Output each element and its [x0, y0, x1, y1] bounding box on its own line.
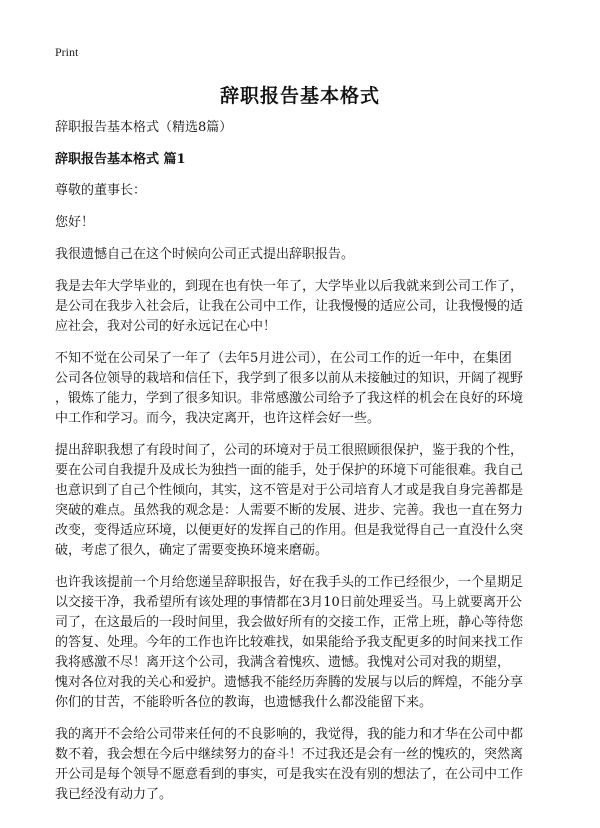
body-paragraph [55, 277, 547, 337]
document-subtitle: 辞职报告基本格式（精选8篇） [55, 120, 233, 135]
paragraph-line: 突破的难点。虽然我的观念是：人需要不断的发展、进步、完善。我也一直在努力 [55, 503, 524, 518]
body-paragraph [55, 725, 547, 805]
paragraph-line: 数不着，我会想在今后中继续努力的奋斗！不过我还是会有一丝的愧疚的，突然离 [55, 747, 524, 762]
body-paragraph [55, 245, 547, 265]
paragraph-line: 公司各位领导的栽培和信任下，我学到了很多以前从未接触过的知识，开阔了视野 [55, 371, 524, 386]
body-paragraph [55, 349, 547, 429]
paragraph-line: 改变，变得适应环境，以便更好的发挥自己的作用。但是我觉得自己一直没什么突 [55, 523, 524, 538]
print-label: Print [55, 45, 79, 59]
body-paragraph [55, 441, 547, 561]
paragraph-line: 要在公司自我提升及成长为独挡一面的能手，处于保护的环境下可能很难。我自己 [55, 463, 524, 478]
paragraph-line: 中工作和学习。而今，我决定离开，也许这样会好一些。 [55, 411, 381, 426]
document-body [55, 118, 547, 817]
paragraph-line: 的答复、处理。今年的工作也许比较难找，如果能给予我支配更多的时间来找工作 [55, 635, 524, 650]
paragraph-line: 也许我该提前一个月给您递呈辞职报告，好在我手头的工作已经很少，一个星期足 [55, 575, 524, 590]
paragraph-line: 破，考虑了很久，确定了需要变换环境来磨砺。 [55, 543, 329, 558]
paragraph-line: 我的离开不会给公司带来任何的不良影响的，我觉得，我的能力和才华在公司中都 [55, 727, 524, 742]
paragraph-line: 我是去年大学毕业的，到现在也有快一年了，大学毕业以后我就来到公司工作了， [55, 279, 524, 294]
paragraph-list [55, 245, 547, 805]
paragraph-line: 应社会，我对公司的好永远记在心中！ [55, 319, 277, 334]
document-title: 辞职报告基本格式 [219, 85, 380, 107]
paragraph-line: ，锻炼了能力，学到了很多知识。非常感激公司给予了我这样的机会在良好的环境 [55, 391, 524, 406]
paragraph-line: 愧对各位对我的关心和爱护。遗憾我不能经历奔腾的发展与以后的辉煌，不能分享 [55, 675, 524, 690]
paragraph-line: 不知不觉在公司呆了一年了（去年5月进公司），在公司工作的近一年中，在集团 [55, 351, 512, 366]
salutation: 您好！ [55, 215, 95, 230]
paragraph-line: 司了，在这最后的一段时间里，我会做好所有的交接工作，正常上班，静心等待您 [55, 615, 524, 630]
body-paragraph [55, 573, 547, 713]
section-heading: 辞职报告基本格式 篇1 [55, 152, 186, 167]
paragraph-line: 你们的甘苦，不能聆听各位的教诲，也遗憾我什么都没能留下来。 [55, 695, 433, 710]
paragraph-line: 以交接干净，我希望所有该处理的事情都在3月10日前处理妥当。马上就要离开公 [55, 595, 522, 610]
paragraph-line: 提出辞职我想了有段时间了，公司的环境对于员工很照顾很保护，鉴于我的个性， [55, 443, 524, 458]
paragraph-line: 我已经没有动力了。 [55, 787, 173, 802]
greeting: 尊敬的董事长： [55, 183, 147, 198]
paragraph-line: 我将感激不尽！离开这个公司，我满含着愧疚、遗憾。我愧对公司对我的期望， [55, 655, 511, 670]
paragraph-line: 我很遗憾自己在这个时候向公司正式提出辞职报告。 [55, 247, 355, 262]
paragraph-line: 是公司在我步入社会后，让我在公司中工作，让我慢慢的适应公司，让我慢慢的适 [55, 299, 524, 314]
paragraph-line: 开公司是每个领导不愿意看到的事实，可是我实在没有别的想法了，在公司中工作 [55, 767, 524, 782]
paragraph-line: 也意识到了自己个性倾向，其实，这不管是对于公司培育人才或是我自身完善都是 [55, 483, 524, 498]
